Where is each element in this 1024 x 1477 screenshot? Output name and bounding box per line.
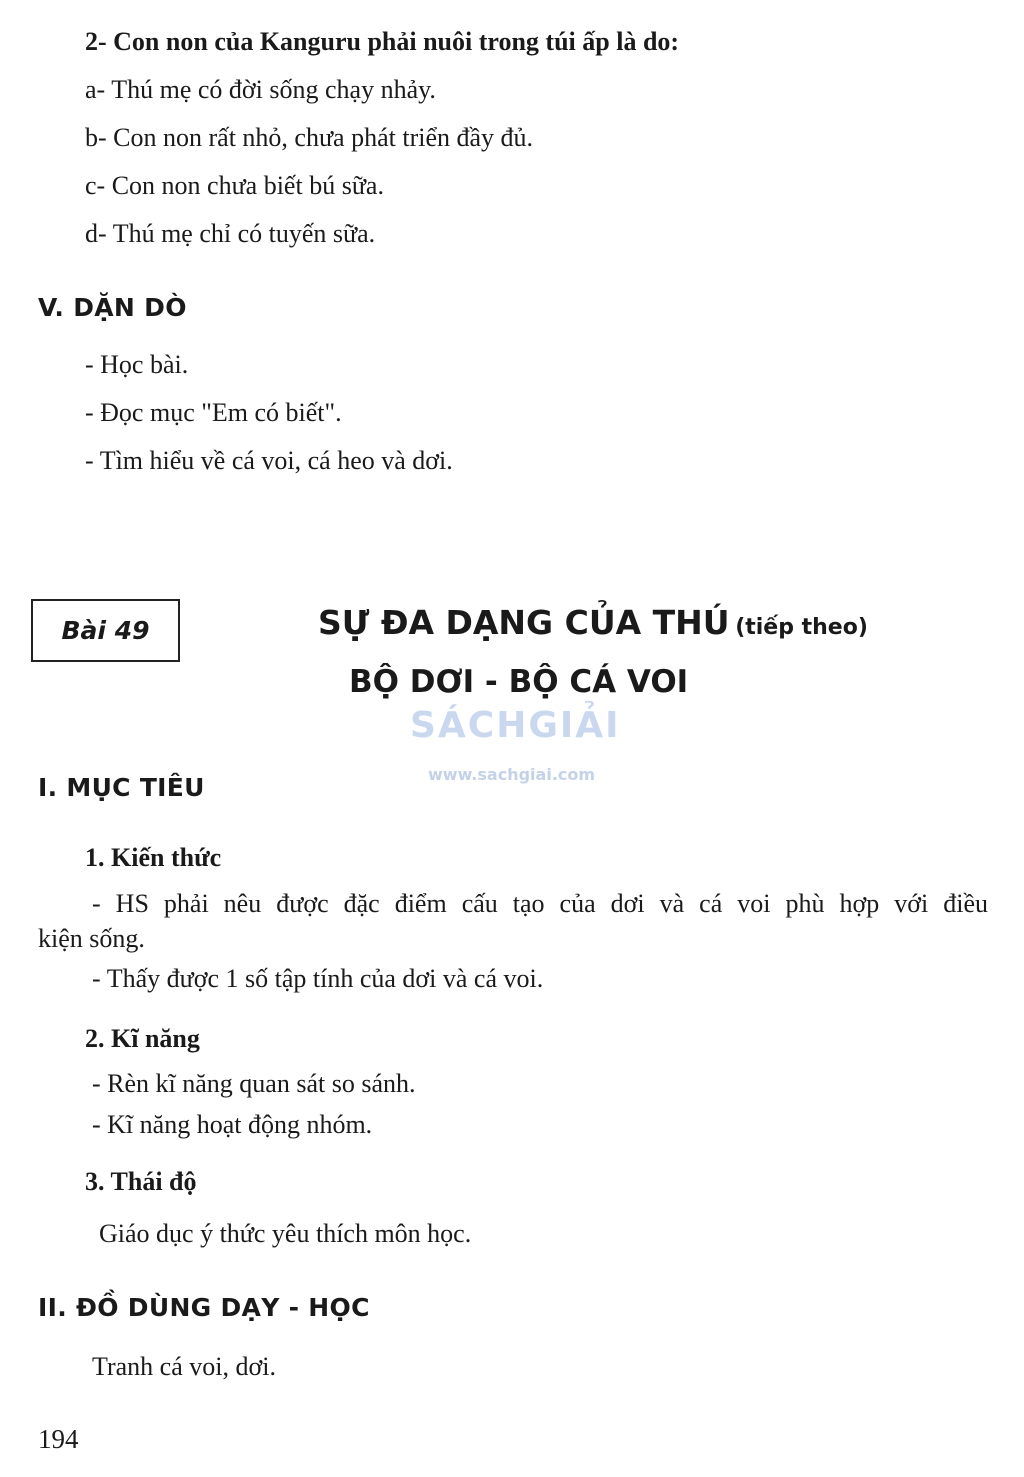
lesson-title-suffix: (tiếp theo) bbox=[735, 615, 868, 640]
question-stem: 2- Con non của Kanguru phải nuôi trong túi ấp là do: bbox=[85, 27, 680, 56]
answer-option-b: b- Con non rất nhỏ, chưa phát triển đầy đủ. bbox=[85, 123, 534, 152]
lesson-number: Bài 49 bbox=[61, 616, 150, 645]
lesson-title-main: SỰ ĐA DẠNG CỦA THÚ bbox=[318, 603, 730, 642]
watermark-url: www.sachgiai.com bbox=[428, 765, 596, 784]
answer-option-a: a- Thú mẹ có đời sống chạy nhảy. bbox=[85, 75, 436, 104]
knowledge-line-2: - Thấy được 1 số tập tính của dơi và cá voi. bbox=[92, 964, 544, 993]
subsection-attitude-heading: 3. Thái độ bbox=[85, 1167, 197, 1196]
lesson-number-box bbox=[31, 599, 180, 662]
knowledge-line-1-cont: kiện sống. bbox=[38, 924, 145, 953]
answer-option-d: d- Thú mẹ chỉ có tuyến sữa. bbox=[85, 219, 376, 248]
skills-item-1: - Rèn kĩ năng quan sát so sánh. bbox=[92, 1069, 416, 1098]
section-ii-heading: II. ĐỒ DÙNG DẠY - HỌC bbox=[38, 1293, 370, 1322]
lesson-subtitle: BỘ DƠI - BỘ CÁ VOI bbox=[349, 664, 689, 700]
homework-item-2: - Đọc mục "Em có biết". bbox=[85, 398, 342, 427]
subsection-skills-heading: 2. Kĩ năng bbox=[85, 1024, 200, 1053]
homework-item-1: - Học bài. bbox=[85, 350, 189, 379]
homework-item-3: - Tìm hiểu về cá voi, cá heo và dơi. bbox=[85, 446, 453, 475]
attitude-text: Giáo dục ý thức yêu thích môn học. bbox=[99, 1219, 472, 1248]
section-v-heading: V. DẶN DÒ bbox=[38, 293, 187, 322]
subsection-knowledge-heading: 1. Kiến thức bbox=[85, 843, 222, 872]
skills-item-2: - Kĩ năng hoạt động nhóm. bbox=[92, 1110, 373, 1139]
materials-text: Tranh cá voi, dơi. bbox=[92, 1352, 276, 1381]
page-number: 194 bbox=[38, 1424, 79, 1454]
section-i-heading: I. MỤC TIÊU bbox=[38, 773, 205, 802]
lesson-title bbox=[318, 603, 868, 642]
knowledge-line-1: - HS phải nêu được đặc điểm cấu tạo của dơi và cá voi phù hợp với điều bbox=[92, 889, 988, 918]
watermark-logo: SÁCHGIẢI bbox=[410, 705, 621, 746]
answer-option-c: c- Con non chưa biết bú sữa. bbox=[85, 171, 384, 200]
